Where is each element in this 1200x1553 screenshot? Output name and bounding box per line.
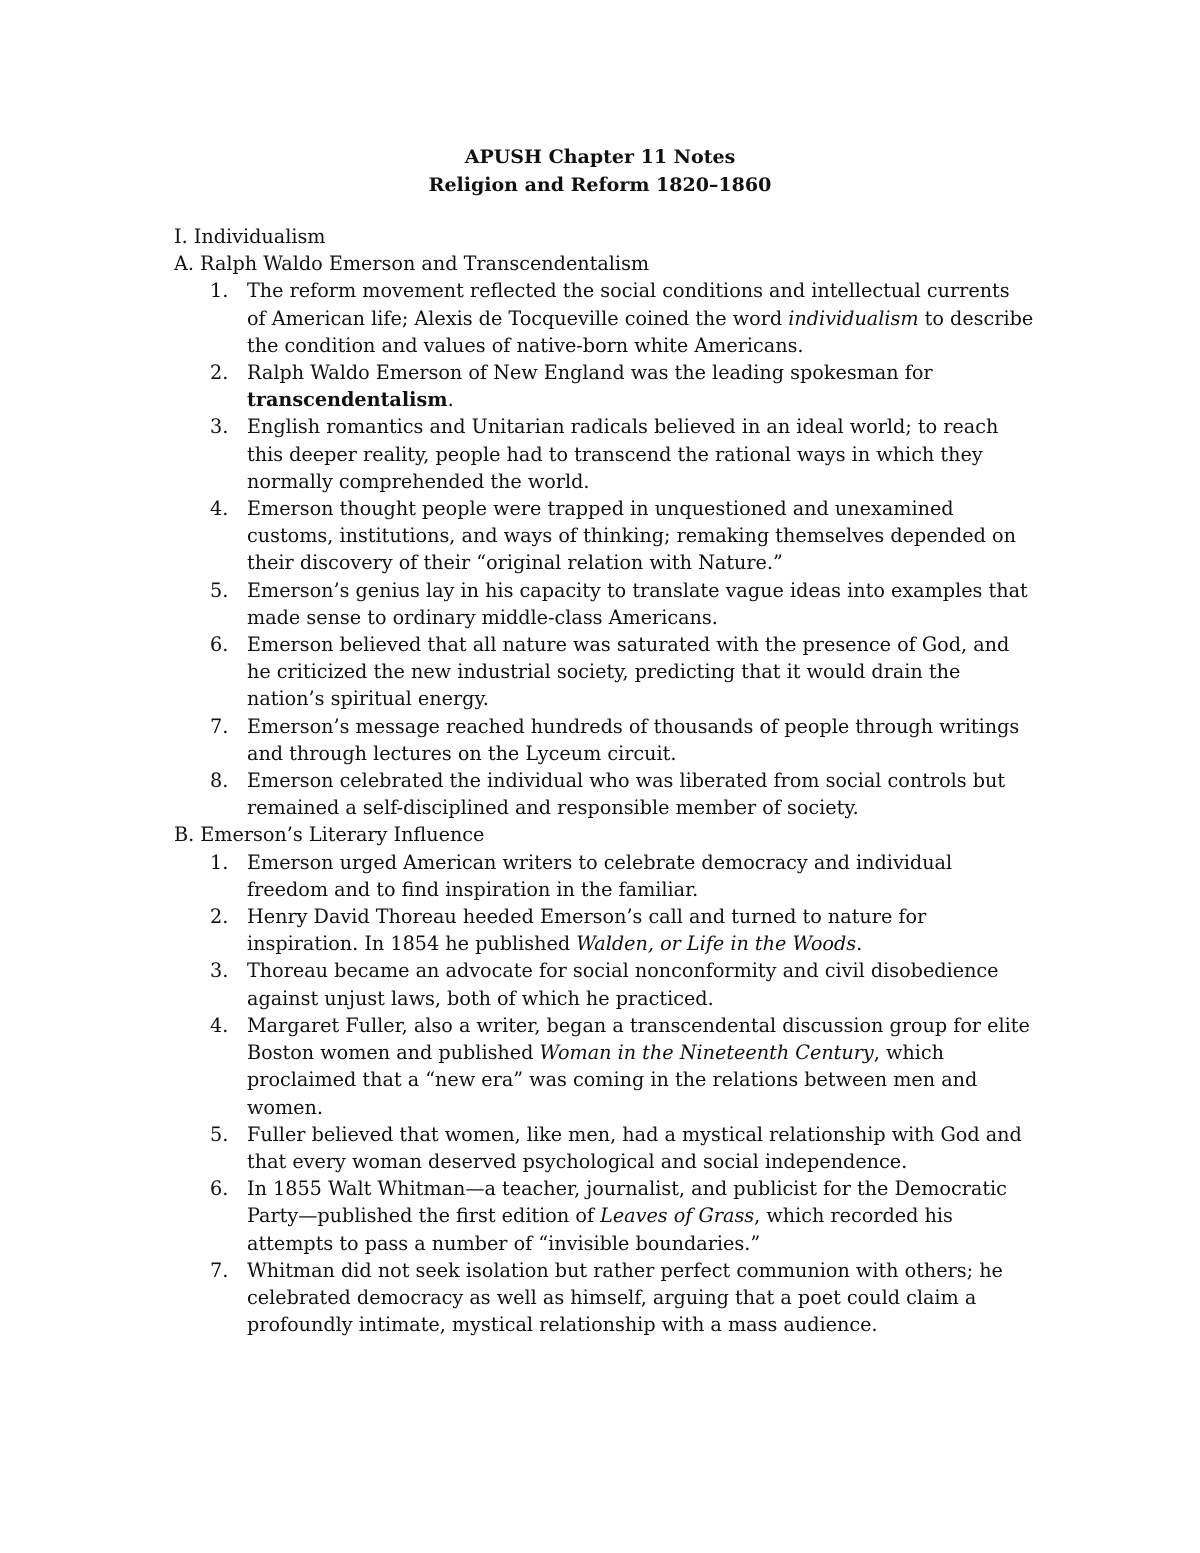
list-item-text: Emerson celebrated the individual who was liberated from social controls but remained a self-disciplined and responsible member of society. bbox=[247, 769, 1006, 820]
list-item bbox=[174, 1012, 1034, 1121]
list-item-emphasis: Leaves of Grass bbox=[600, 1204, 755, 1228]
list-item-number: 3. bbox=[210, 959, 229, 983]
list-item-number: 4. bbox=[210, 1013, 229, 1037]
document-title: APUSH Chapter 11 Notes bbox=[464, 146, 736, 168]
list-item bbox=[174, 957, 1034, 1011]
list-item-text: Thoreau became an advocate for social nonconformity and civil disobedience against unjust laws, both of which he practiced. bbox=[247, 959, 999, 1010]
list-item bbox=[174, 631, 1034, 713]
list-item-number: 4. bbox=[210, 497, 229, 521]
subsection-a-list bbox=[174, 277, 1034, 821]
subsection-heading-literary-influence: B. Emerson’s Literary Influence bbox=[174, 823, 485, 847]
list-item-number: 3. bbox=[210, 415, 229, 439]
list-item-number: 5. bbox=[210, 578, 229, 602]
list-item-text: Emerson believed that all nature was saturated with the presence of God, and he criticized the new industrial society, predicting that it would drain the nation’s spiritual energy. bbox=[247, 633, 1010, 711]
list-item-text: In 1855 Walt Whitman—a teacher, journalist, and publicist for the Democratic Party—published the first edition of bbox=[247, 1177, 1007, 1228]
document-title-block bbox=[0, 143, 1200, 199]
list-item-text: Emerson’s genius lay in his capacity to translate vague ideas into examples that made sense to ordinary middle-class Americans. bbox=[247, 578, 1028, 629]
list-item-text: Emerson’s message reached hundreds of thousands of people through writings and through lectures on the Lyceum circuit. bbox=[247, 714, 1020, 765]
list-item-number: 6. bbox=[210, 633, 229, 657]
list-item-text: Henry David Thoreau heeded Emerson’s call and turned to nature for inspiration. In 1854 he published bbox=[247, 905, 927, 956]
list-item bbox=[174, 713, 1034, 767]
list-item-text: The reform movement reflected the social conditions and intellectual currents of American life; Alexis de Tocqueville coined the word bbox=[247, 279, 1010, 330]
list-item-number: 2. bbox=[210, 905, 229, 929]
list-item bbox=[174, 359, 1034, 413]
list-item bbox=[174, 1257, 1034, 1339]
list-item-text: . bbox=[447, 388, 454, 412]
list-item bbox=[174, 577, 1034, 631]
list-item-emphasis: Woman in the Nineteenth Century bbox=[539, 1041, 874, 1065]
list-item bbox=[174, 495, 1034, 577]
list-item-text: English romantics and Unitarian radicals believed in an ideal world; to reach this deeper reality, people had to transcend the rational ways in which they normally comprehended the world. bbox=[247, 415, 999, 493]
section-heading-individualism: I. Individualism bbox=[174, 225, 326, 248]
list-item-text: , which proclaimed that a “new era” was coming in the relations between men and women. bbox=[247, 1041, 978, 1119]
list-item-text: , which recorded his attempts to pass a number of “invisible boundaries.” bbox=[247, 1204, 953, 1255]
list-item bbox=[174, 1121, 1034, 1175]
subsection-b-list bbox=[174, 849, 1034, 1339]
list-item-number: 7. bbox=[210, 1258, 229, 1282]
list-item-number: 2. bbox=[210, 361, 229, 385]
list-item-text: Emerson thought people were trapped in unquestioned and unexamined customs, institutions, and ways of thinking; remaking themselves depended on their discovery of their “original relation with Nature.” bbox=[247, 497, 1016, 575]
list-item-number: 6. bbox=[210, 1177, 229, 1201]
list-item bbox=[174, 1175, 1034, 1257]
list-item bbox=[174, 849, 1034, 903]
list-item-number: 7. bbox=[210, 714, 229, 738]
subsection-heading-emerson-transcendentalism: A. Ralph Waldo Emerson and Transcendentalism bbox=[174, 252, 650, 276]
list-item-number: 1. bbox=[210, 850, 229, 874]
list-item-text: Margaret Fuller, also a writer, began a transcendental discussion group for elite Boston women and published bbox=[247, 1013, 1030, 1065]
list-item-text: Whitman did not seek isolation but rather perfect communion with others; he celebrated democracy as well as himself, arguing that a poet could claim a profoundly intimate, mystical relationship with a mass audience. bbox=[247, 1258, 1003, 1337]
notes-body bbox=[174, 223, 1034, 1338]
list-item bbox=[174, 277, 1034, 359]
list-item-emphasis: Walden, or Life in the Woods bbox=[576, 932, 857, 956]
list-item-text: to describe the condition and values of native-born white Americans. bbox=[247, 306, 1034, 357]
list-item-emphasis: individualism bbox=[788, 306, 919, 330]
list-item-text: Fuller believed that women, like men, had a mystical relationship with God and that every woman deserved psychological and social independence. bbox=[247, 1122, 1022, 1173]
list-item-number: 5. bbox=[210, 1122, 229, 1146]
list-item-bold-term: transcendentalism bbox=[247, 388, 448, 412]
list-item-text: Ralph Waldo Emerson of New England was the leading spokesman for bbox=[247, 361, 933, 385]
list-item bbox=[174, 767, 1034, 821]
list-item bbox=[174, 413, 1034, 495]
list-item-number: 8. bbox=[210, 769, 229, 793]
list-item-text: Emerson urged American writers to celebrate democracy and individual freedom and to find inspiration in the familiar. bbox=[247, 850, 953, 901]
list-item-text: . bbox=[856, 932, 863, 956]
list-item bbox=[174, 903, 1034, 957]
list-item-number: 1. bbox=[210, 279, 229, 303]
document-subtitle: Religion and Reform 1820–1860 bbox=[428, 174, 772, 196]
